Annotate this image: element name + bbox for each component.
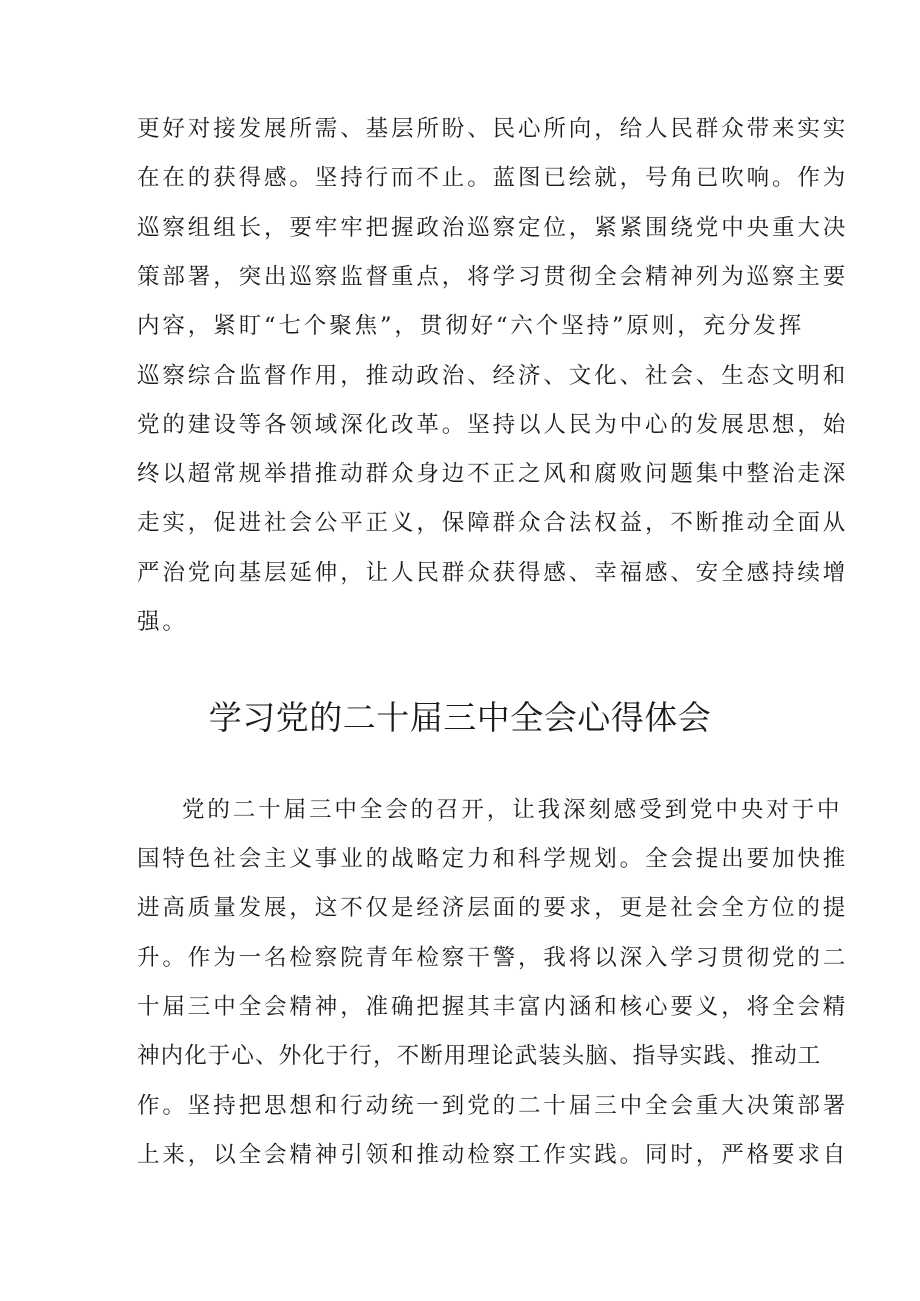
paragraph-line: 神内化于心、外化于行，不断用理论武装头脑、指导实践、推动工 (137, 1043, 822, 1069)
paragraph-line: 上来，以全会精神引领和推动检察工作实践。同时，严格要求自 (137, 1142, 849, 1168)
paragraph-line: 走实，促进社会公平正义，保障群众合法权益，不断推动全面从 (137, 510, 849, 536)
paragraph-line: 党的建设等各领域深化改革。坚持以人民为中心的发展思想，始 (137, 412, 849, 438)
paragraph-line: 终以超常规举措推动群众身边不正之风和腐败问题集中整治走深 (137, 461, 849, 487)
paragraph-line: 策部署，突出巡察监督重点，将学习贯彻全会精神列为巡察主要 (137, 264, 849, 290)
paragraph-line: 党的二十届三中全会的召开，让我深刻感受到党中央对于中 (182, 797, 843, 823)
paragraph-line: 更好对接发展所需、基层所盼、民心所向，给人民群众带来实实 (137, 116, 849, 142)
paragraph-line: 进高质量发展，这不仅是经济层面的要求，更是社会全方位的提 (137, 895, 849, 921)
paragraph-line: 巡察综合监督作用，推动政治、经济、文化、社会、生态文明和 (137, 363, 849, 389)
paragraph-line: 强。 (137, 609, 188, 635)
paragraph-line: 作。坚持把思想和行动统一到党的二十届三中全会重大决策部署 (137, 1093, 849, 1119)
section-title: 学习党的二十届三中全会心得体会 (208, 698, 712, 737)
paragraph-line: 巡察组组长，要牢牢把握政治巡察定位，紧紧围绕党中央重大决 (137, 215, 849, 241)
paragraph-line: 严治党向基层延伸，让人民群众获得感、幸福感、安全感持续增 (137, 560, 849, 586)
paragraph-line: 十届三中全会精神，准确把握其丰富内涵和核心要义，将全会精 (137, 994, 849, 1020)
paragraph-line: 在在的获得感。坚持行而不止。蓝图已绘就，号角已吹响。作为 (137, 165, 849, 191)
paragraph-line: 内容，紧盯“七个聚焦”，贯彻好“六个坚持”原则，充分发挥 (137, 313, 805, 339)
paragraph-line: 国特色社会主义事业的战略定力和科学规划。全会提出要加快推 (137, 846, 849, 872)
paragraph-line: 升。作为一名检察院青年检察干警，我将以深入学习贯彻党的二 (137, 945, 849, 971)
